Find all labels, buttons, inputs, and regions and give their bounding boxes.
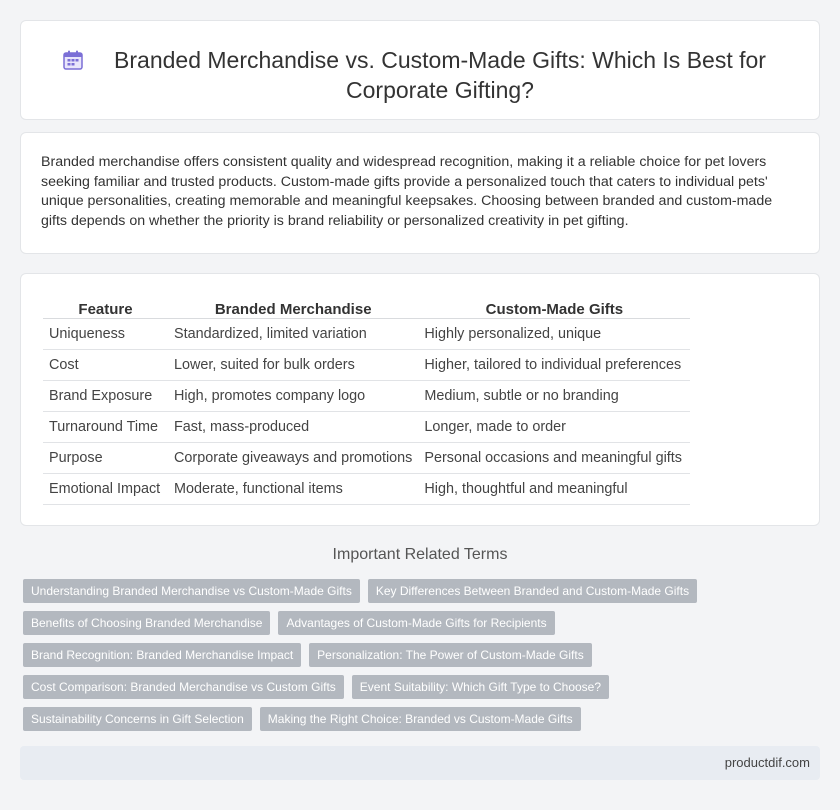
table-row [43, 473, 690, 504]
table-cell: Turnaround Time [43, 411, 168, 442]
related-term-tag[interactable]: Understanding Branded Merchandise vs Custom-Made Gifts [23, 579, 360, 603]
page-title: Branded Merchandise vs. Custom-Made Gifts: Which Is Best for Corporate Gifting? [114, 47, 766, 103]
table-row [43, 318, 690, 349]
related-term-tag[interactable]: Sustainability Concerns in Gift Selection [23, 707, 252, 731]
table-row [43, 380, 690, 411]
related-terms-heading: Important Related Terms [332, 546, 508, 563]
footer [20, 746, 820, 780]
table-cell: Purpose [43, 442, 168, 473]
table-cell: Brand Exposure [43, 380, 168, 411]
column-header-branded: Branded Merchandise [168, 296, 418, 318]
site-link[interactable]: productdif.com [724, 755, 810, 770]
related-term-tag[interactable]: Event Suitability: Which Gift Type to Choose? [352, 675, 609, 699]
table-row [43, 411, 690, 442]
table-row [43, 442, 690, 473]
table-cell: Emotional Impact [43, 473, 168, 504]
table-cell: Lower, suited for bulk orders [168, 349, 418, 380]
table-cell: Medium, subtle or no branding [418, 380, 690, 411]
table-cell: Personal occasions and meaningful gifts [418, 442, 690, 473]
related-term-tag[interactable]: Key Differences Between Branded and Custom-Made Gifts [368, 579, 697, 603]
related-terms-list [23, 579, 743, 739]
table-cell: Moderate, functional items [168, 473, 418, 504]
table-cell: High, promotes company logo [168, 380, 418, 411]
related-term-tag[interactable]: Benefits of Choosing Branded Merchandise [23, 611, 270, 635]
table-cell: Higher, tailored to individual preferences [418, 349, 690, 380]
table-cell: Standardized, limited variation [168, 318, 418, 349]
intro-card [20, 132, 820, 254]
table-cell: Uniqueness [43, 318, 168, 349]
table-cell: Highly personalized, unique [418, 318, 690, 349]
column-header-feature: Feature [43, 296, 168, 318]
table-cell: Longer, made to order [418, 411, 690, 442]
table-row [43, 349, 690, 380]
related-term-tag[interactable]: Making the Right Choice: Branded vs Custom-Made Gifts [260, 707, 581, 731]
table-cell: Cost [43, 349, 168, 380]
related-term-tag[interactable]: Brand Recognition: Branded Merchandise Impact [23, 643, 301, 667]
comparison-table-card [20, 273, 820, 526]
related-term-tag[interactable]: Cost Comparison: Branded Merchandise vs Custom Gifts [23, 675, 344, 699]
table-cell: High, thoughtful and meaningful [418, 473, 690, 504]
related-term-tag[interactable]: Personalization: The Power of Custom-Made Gifts [309, 643, 592, 667]
intro-text: Branded merchandise offers consistent quality and widespread recognition, making it a reliable choice for pet lovers seeking familiar and trusted products. Custom-made gifts provide a personalized touch that caters to individual pets' unique personalities, creating memorable and meaningful keepsakes. Choosing between branded and custom-made gifts depends on whether the priority is brand reliability or personalized creativity in pet gifting. [41, 154, 773, 229]
comparison-table [43, 296, 690, 505]
column-header-custom: Custom-Made Gifts [418, 296, 690, 318]
header-card [20, 20, 820, 120]
table-cell: Corporate giveaways and promotions [168, 442, 418, 473]
related-term-tag[interactable]: Advantages of Custom-Made Gifts for Recipients [278, 611, 554, 635]
table-header-row [43, 296, 690, 318]
table-cell: Fast, mass-produced [168, 411, 418, 442]
